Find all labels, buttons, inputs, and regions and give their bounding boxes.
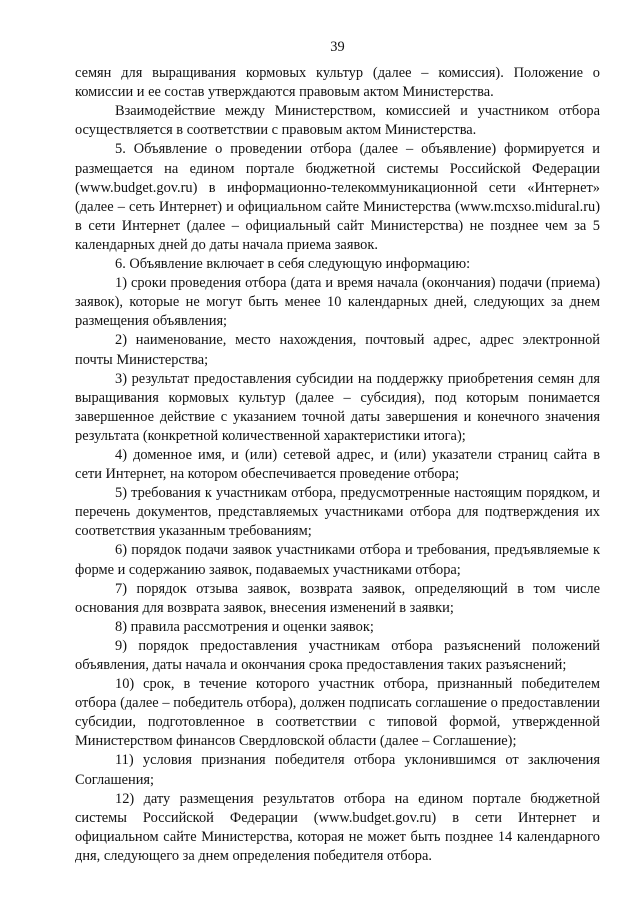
paragraph-item-5-announcement: 5. Объявление о проведении отбора (далее – объявление) формируется и размещается на едином портале бюджетной системы Российской Федерации (www.budget.gov.ru) в информационно-телекоммуникационной сети «Интернет» (далее – сеть Интернет) и официальном сайте Министерства (www.mcxso.midural.ru) в сети Интернет (далее – официальный сайт Министерства) не позднее чем за 5 календарных дней до даты начала приема заявок. <box>75 141 600 253</box>
list-item-8-review-rules: 8) правила рассмотрения и оценки заявок; <box>115 618 374 635</box>
paragraph-item-6-intro: 6. Объявление включает в себя следующую информацию: <box>115 256 471 273</box>
list-item-1-deadlines: 1) сроки проведения отбора (дата и время начала (окончания) подачи (приема) заявок), которые не могут быть менее 10 календарных дней, следующих за днем размещения объявления; <box>75 275 600 330</box>
list-item-10-agreement-term: 10) срок, в течение которого участник отбора, признанный победителем отбора (далее – победитель отбора), должен подписать соглашение о предоставлении субсидии, подготовленное в соответствии с типовой формой, утвержденной Министерством финансов Свердловской области (далее – Соглашение); <box>75 676 600 750</box>
list-item-12-publication-date: 12) дату размещения результатов отбора на едином портале бюджетной системы Российской Федерации (www.budget.gov.ru) в сети Интернет и официальном сайте Министерства, которая не может быть позднее 14 календарного дня, следующего за днем определения победителя отбора. <box>75 790 600 864</box>
paragraph-interaction: Взаимодействие между Министерством, комиссией и участником отбора осуществляется в соответствии с правовым актом Министерства. <box>75 103 600 139</box>
list-item-7-withdrawal: 7) порядок отзыва заявок, возврата заявок, определяющий в том числе основания для возврата заявок, внесения изменений в заявки; <box>75 580 600 616</box>
list-item-5-requirements: 5) требования к участникам отбора, предусмотренные настоящим порядком, и перечень документов, представляемых участниками отбора для подтверждения их соответствия указанным требованиям; <box>75 485 600 540</box>
list-item-9-clarifications: 9) порядок предоставления участникам отбора разъяснений положений объявления, даты начала и окончания срока предоставления таких разъяснений; <box>75 637 600 673</box>
list-item-6-submission: 6) порядок подачи заявок участниками отбора и требования, предъявляемые к форме и содержанию заявок, подаваемых участниками отбора; <box>75 542 600 578</box>
list-item-2-address: 2) наименование, место нахождения, почтовый адрес, адрес электронной почты Министерства; <box>75 332 600 368</box>
list-item-3-result: 3) результат предоставления субсидии на поддержку приобретения семян для выращивания кормовых культур (далее – субсидия), под которым понимается завершенное действие с указанием точной даты завершения и конечного значения результата (конкретной количественной характеристики итога); <box>75 370 600 444</box>
paragraph-commission-continuation: семян для выращивания кормовых культур (далее – комиссия). Положение о комиссии и ее состав утверждаются правовым актом Министерства. <box>75 65 600 101</box>
page-number: 39 <box>330 39 345 55</box>
list-item-11-evasion: 11) условия признания победителя отбора уклонившимся от заключения Соглашения; <box>75 752 600 788</box>
list-item-4-domain: 4) доменное имя, и (или) сетевой адрес, и (или) указатели страниц сайта в сети Интернет, на котором обеспечивается проведение отбора; <box>75 446 600 483</box>
